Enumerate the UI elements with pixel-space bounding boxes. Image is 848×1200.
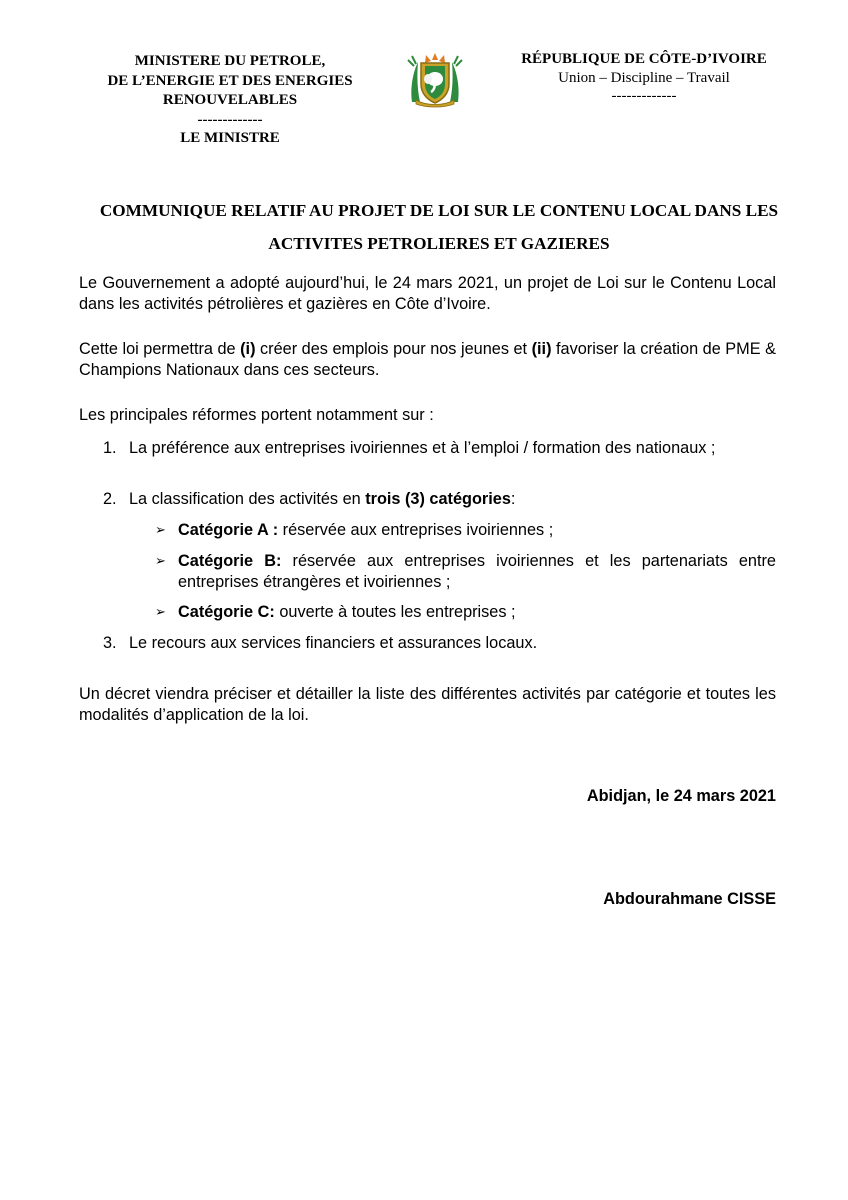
purpose-pre: Cette loi permettra de bbox=[79, 340, 241, 358]
category-text bbox=[178, 602, 776, 623]
ministry-separator: ------------- bbox=[197, 111, 263, 128]
category-text bbox=[178, 551, 776, 592]
ministry-line-2: DE L’ENERGIE ET DES ENERGIES bbox=[107, 72, 353, 89]
reform-text-bold: trois (3) catégories bbox=[365, 490, 511, 508]
category-text bbox=[178, 520, 776, 541]
place-and-date: Abidjan, le 24 mars 2021 bbox=[586, 787, 776, 805]
reform-text: Le recours aux services financiers et assurances locaux. bbox=[129, 634, 538, 652]
purpose-paragraph bbox=[79, 339, 776, 380]
purpose-mid: créer des emplois pour nos jeunes et bbox=[255, 340, 532, 358]
category-description: ouverte à toutes les entreprises ; bbox=[274, 603, 516, 621]
coat-of-arms-icon bbox=[404, 52, 466, 108]
reform-text-post: : bbox=[510, 490, 516, 508]
communique-title bbox=[70, 194, 808, 260]
purpose-marker-ii: (ii) bbox=[531, 340, 552, 358]
reform-number: 3. bbox=[103, 634, 117, 652]
category-description: réservée aux entreprises ivoiriennes ; bbox=[278, 521, 554, 539]
signatory-name: Abdourahmane CISSE bbox=[603, 890, 776, 908]
republic-name: RÉPUBLIQUE DE CÔTE-D’IVOIRE bbox=[521, 51, 767, 67]
category-label: Catégorie B: bbox=[178, 552, 282, 570]
ministry-line-3: RENOUVELABLES bbox=[162, 92, 298, 108]
national-motto: Union – Discipline – Travail bbox=[558, 69, 730, 86]
category-label: Catégorie C: bbox=[178, 603, 275, 621]
ministry-header bbox=[82, 52, 378, 148]
arrow-bullet-icon: ➢ bbox=[155, 604, 166, 619]
reform-text: La préférence aux entreprises ivoiriennes et à l’emploi / formation des nationaux ; bbox=[129, 439, 716, 457]
purpose-post: favoriser la création de PME & Champions Nationaux dans ces secteurs. bbox=[79, 340, 776, 379]
reform-number: 1. bbox=[103, 439, 117, 457]
ministry-line-1: MINISTERE DU PETROLE, bbox=[134, 53, 326, 69]
title-line-2: ACTIVITES PETROLIERES ET GAZIERES bbox=[268, 234, 610, 253]
republic-header bbox=[512, 50, 776, 106]
reform-text bbox=[129, 489, 776, 510]
minister-label: LE MINISTRE bbox=[180, 129, 280, 146]
arrow-bullet-icon: ➢ bbox=[155, 522, 166, 537]
title-line-1: COMMUNIQUE RELATIF AU PROJET DE LOI SUR LE CONTENU LOCAL DANS LES bbox=[99, 201, 779, 220]
reform-number: 2. bbox=[103, 490, 117, 508]
purpose-marker-i: (i) bbox=[240, 340, 256, 358]
intro-paragraph: Le Gouvernement a adopté aujourd’hui, le 24 mars 2021, un projet de Loi sur le Contenu Local dans les activités pétrolières et gazières en Côte d’Ivoire. bbox=[79, 274, 776, 313]
category-description: réservée aux entreprises ivoiriennes et les partenariats entre entreprises étrangères et ivoiriennes ; bbox=[178, 552, 776, 591]
republic-separator: ------------- bbox=[611, 88, 677, 104]
reform-text-pre: La classification des activités en bbox=[129, 490, 366, 508]
category-label: Catégorie A : bbox=[178, 521, 279, 539]
closing-paragraph: Un décret viendra préciser et détailler la liste des différentes activités par catégorie et toutes les modalités d’application de la loi. bbox=[79, 685, 776, 724]
arrow-bullet-icon: ➢ bbox=[155, 553, 166, 568]
reforms-intro: Les principales réformes portent notamment sur : bbox=[79, 406, 434, 424]
